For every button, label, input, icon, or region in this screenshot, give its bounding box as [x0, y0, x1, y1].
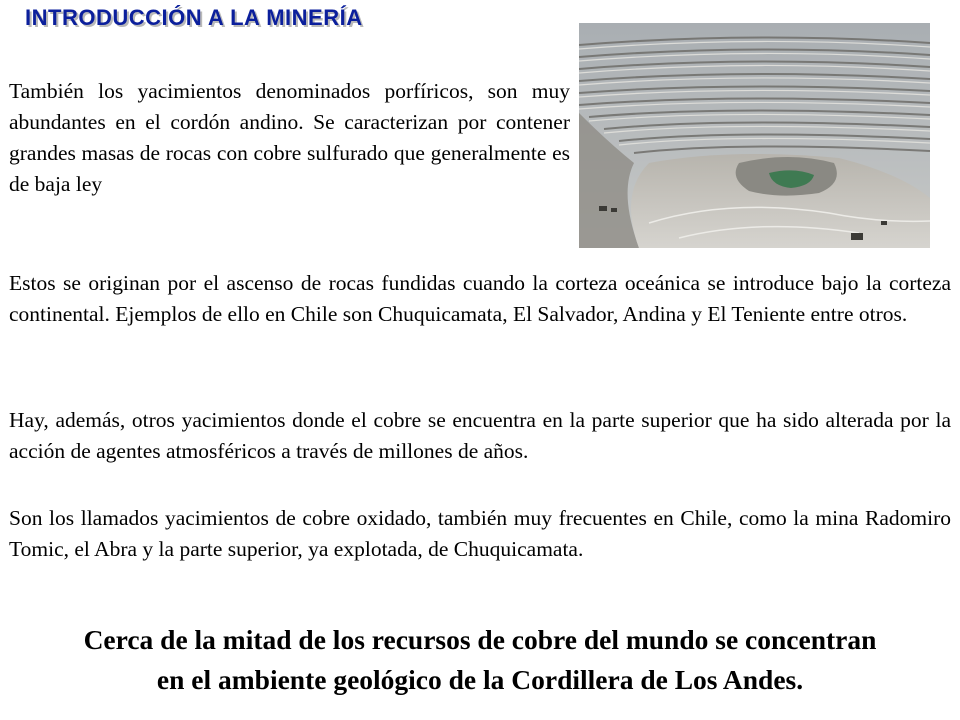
paragraph-oxidized-copper: Son los llamados yacimientos de cobre oxidado, también muy frecuentes en Chile, como la mina Radomiro Tomic, el Abra y la parte superior, ya explotada, de Chuquicamata.	[9, 506, 951, 561]
footer-line-2: en el ambiente geológico de la Cordillera de Los Andes.	[156, 664, 804, 695]
paragraph-origin: Estos se originan por el ascenso de rocas fundidas cuando la corteza oceánica se introduce bajo la corteza continental. Ejemplos de ello en Chile son Chuquicamata, El Salvador, Andina y El Teniente entre otros.	[9, 271, 951, 326]
open-pit-mine-photo	[579, 23, 930, 248]
paragraph-porphyry-deposits: También los yacimientos denominados porfíricos, son muy abundantes en el cordón andino. Se caracterizan por contener grandes masas de rocas con cobre sulfurado que generalmente es de baja ley	[9, 79, 570, 196]
slide-title: INTRODUCCIÓN A LA MINERÍA	[25, 5, 363, 30]
footer-line-1: Cerca de la mitad de los recursos de cobre del mundo se concentran	[83, 624, 877, 655]
paragraph-weathered-deposits: Hay, además, otros yacimientos donde el cobre se encuentra en la parte superior que ha sido alterada por la acción de agentes atmosféricos a través de millones de años.	[9, 408, 951, 463]
footer-statement	[0, 620, 960, 700]
